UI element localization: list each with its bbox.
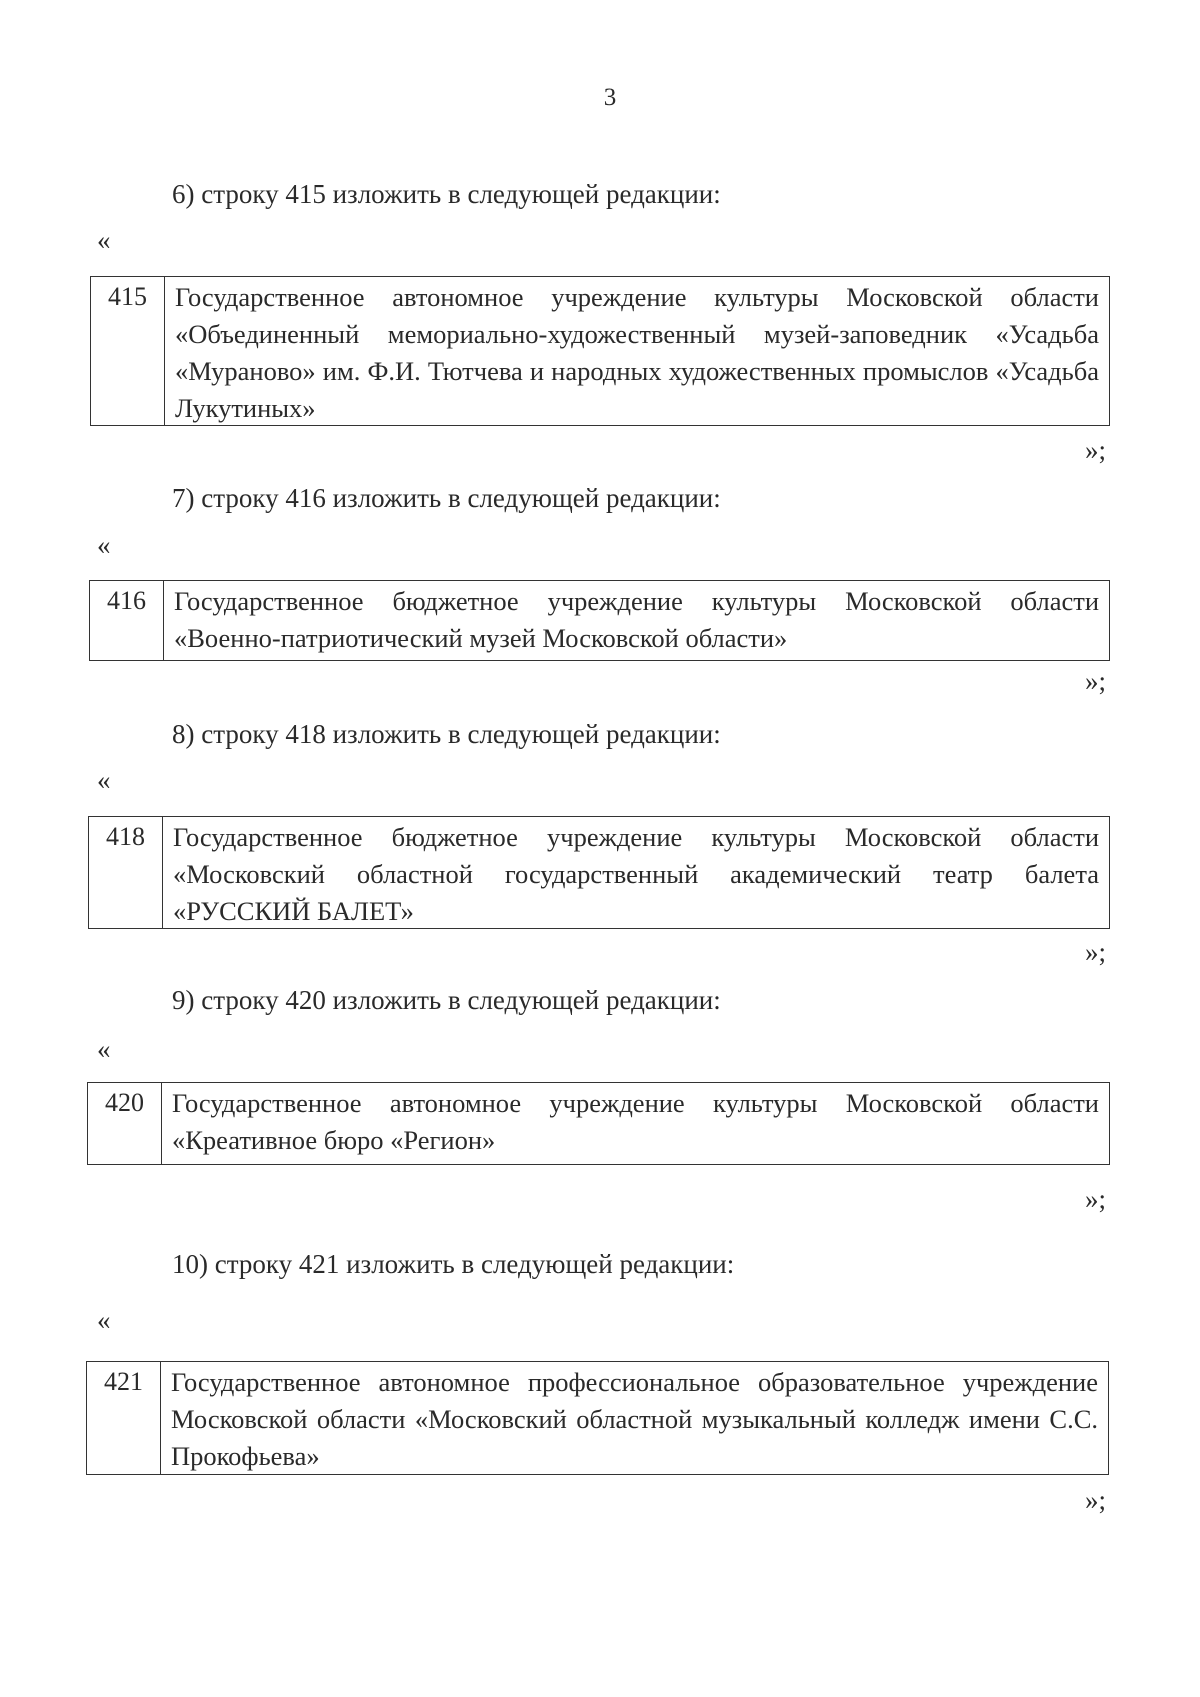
- row-number: 418: [89, 817, 163, 928]
- opening-quote: «: [97, 765, 111, 795]
- row-text: Государственное автономное профессиональное образовательное учреждение Московской области «Московский областной музыкальный колледж имени С.С. Прокофьева»: [171, 1367, 1098, 1471]
- opening-quote: «: [97, 225, 111, 255]
- amendment-instruction: 9) строку 420 изложить в следующей редакции:: [172, 985, 721, 1015]
- amendment-section-416: [0, 480, 1200, 696]
- row-text: Государственное бюджетное учреждение культуры Московской области «Военно-патриотический музей Московской области»: [174, 586, 1099, 653]
- row-number: 416: [90, 581, 164, 660]
- row-number: 421: [87, 1362, 161, 1474]
- amendment-instruction: 8) строку 418 изложить в следующей редакции:: [172, 719, 721, 749]
- closing-quote: »;: [1085, 666, 1107, 696]
- row-number: 420: [88, 1083, 162, 1164]
- row-text: Государственное автономное учреждение культуры Московской области «Креативное бюро «Регион»: [172, 1088, 1099, 1155]
- table-row: [90, 276, 1110, 426]
- table-row: [87, 1082, 1110, 1165]
- amendment-instruction: 6) строку 415 изложить в следующей редакции:: [172, 179, 721, 209]
- closing-quote: »;: [1085, 937, 1107, 967]
- amendment-section-421: [0, 1246, 1200, 1516]
- closing-quote: »;: [1085, 1485, 1107, 1515]
- page-number: 3: [603, 84, 617, 111]
- row-number: 415: [91, 277, 165, 425]
- row-text: Государственное бюджетное учреждение культуры Московской области «Московский областной государственный академический театр балета «РУССКИЙ БАЛЕТ»: [173, 822, 1099, 926]
- table-row: [88, 816, 1110, 929]
- amendment-instruction: 10) строку 421 изложить в следующей редакции:: [172, 1249, 735, 1279]
- amendment-section-420: [0, 982, 1200, 1232]
- opening-quote: «: [97, 1305, 111, 1335]
- amendment-section-415: [0, 176, 1200, 476]
- amendment-instruction: 7) строку 416 изложить в следующей редакции:: [172, 483, 721, 513]
- table-row: [89, 580, 1110, 661]
- amendment-section-418: [0, 716, 1200, 966]
- opening-quote: «: [97, 530, 111, 560]
- row-text: Государственное автономное учреждение культуры Московской области «Объединенный мемориально-художественный музей-заповедник «Усадьба «Мураново» им. Ф.И. Тютчева и народных художественных промыслов «Усадьба Лукутиных»: [175, 282, 1099, 423]
- opening-quote: «: [97, 1034, 111, 1064]
- closing-quote: »;: [1085, 435, 1107, 465]
- table-row: [86, 1361, 1109, 1475]
- closing-quote: »;: [1085, 1184, 1107, 1214]
